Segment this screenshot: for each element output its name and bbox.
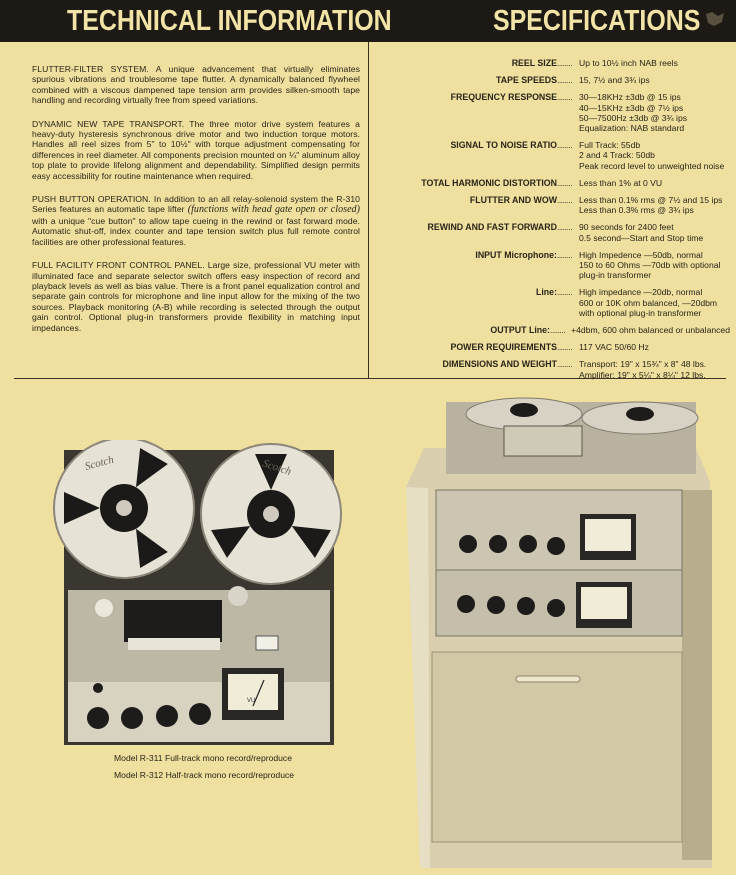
spec-label: TAPE SPEEDS: [496, 75, 557, 86]
spec-value-line: 50—7500Hz ±3db @ 3¾ ips: [579, 112, 688, 123]
spec-leader-dots: ........: [557, 359, 573, 370]
spec-value-line: with optional plug-in transformer: [579, 307, 702, 318]
index-counter: [256, 636, 278, 650]
tech-body: with a unique "cue button" to allow tape cueing in the rewind or fast forward mode. Automatic shut-off, index counter and tape tension switch plus full remote control facilities are other professional features.: [32, 215, 360, 247]
spec-label: FLUTTER AND WOW: [469, 195, 557, 206]
spec-label: TOTAL HARMONIC DISTORTION: [421, 177, 557, 188]
spec-value: [579, 222, 730, 242]
cabinet-head-block: [504, 426, 582, 456]
tech-heading: FLUTTER-FILTER SYSTEM.: [32, 64, 149, 74]
spec-value-line: Less than 0.1% rms @ 7½ and 15 ips: [579, 195, 723, 206]
spec-label: POWER REQUIREMENTS: [450, 342, 557, 353]
right-reel: [201, 444, 341, 584]
spec-row: [378, 75, 730, 85]
spec-value-line: 150 to 60 Ohms —70db with optional: [579, 260, 721, 271]
spec-leader-dots: ........: [557, 92, 573, 103]
spec-label: INPUT Microphone:: [475, 249, 557, 260]
gain-knob: [87, 707, 109, 729]
spec-value-line: Transport: 19" x 15¾" x 8" 48 lbs.: [579, 359, 707, 370]
specifications-table: [378, 58, 730, 387]
caption-r312: Model R-312 Half-track mono record/reproduce: [114, 770, 295, 780]
spec-value: [579, 195, 730, 215]
spec-value: [571, 325, 730, 335]
technical-information-column: [32, 64, 360, 346]
spec-label: REWIND AND FAST FORWARD: [427, 222, 557, 233]
tech-heading: DYNAMIC NEW TAPE TRANSPORT.: [32, 118, 185, 129]
spec-value-line: Less than 0.3% rms @ 3¾ ips: [579, 205, 694, 216]
amplifier-panel-top: [436, 490, 682, 572]
spec-value-line: 90 seconds for 2400 feet: [579, 222, 674, 233]
spec-label: REEL SIZE: [511, 58, 557, 68]
spec-value: [579, 342, 730, 352]
spec-label: OUTPUT Line:: [490, 325, 550, 336]
tech-body: In addition to an all relay-solenoid system the R-310 Series features an automatic tape lifter: [32, 194, 360, 215]
tech-body: The three motor drive system features a heavy-duty hysteresis synchronous drive motor and two induction torque motors. Handles all reel sizes from 5" to 10½" with torque adjustment compensating for differences in reel diameter. All components precision mounted on ¼" aluminum alloy top plate to provide lifelong alignment and dependability. Simplified design permits easy accessibility for routine maintenance when required.: [32, 118, 360, 181]
spec-row: [378, 287, 730, 318]
gain-knob: [121, 707, 143, 729]
spec-value-line: High Impedence —50db, normal: [579, 249, 703, 260]
spec-row: [378, 58, 730, 68]
spec-label: SIGNAL TO NOISE RATIO: [450, 140, 557, 151]
tech-heading: PUSH BUTTON OPERATION.: [32, 194, 151, 205]
spec-leader-dots: ........: [557, 177, 573, 188]
tape-mark-icon: [704, 10, 726, 28]
column-divider: [368, 42, 369, 378]
spec-value-line: +4dbm, 600 ohm balanced or unbalanced: [571, 325, 730, 336]
console-cabinet-photo: [396, 392, 722, 868]
spec-row: [378, 178, 730, 188]
spec-leader-dots: ........: [557, 222, 573, 233]
spec-value-line: Full Track: 55db: [579, 140, 641, 151]
tape-recorder-photo: [46, 440, 342, 750]
spec-value-line: Amplifier: 19" x 5¼" x 8¼" 12 lbs.: [579, 369, 706, 380]
tech-body: A unique advancement that virtually eliminates spurious vibrations and troublesome tape flutter. A dynamically balanced flywheel combined with a viscous dampened tape tension arm provides silken-smooth tape handling and recording virtually free from speed variations.: [32, 64, 360, 106]
tech-paragraph-flutter: [32, 64, 360, 106]
spec-label: FREQUENCY RESPONSE: [450, 92, 557, 103]
spec-leader-dots: ........: [557, 249, 573, 260]
spec-value-line: 30—18KHz ±3db @ 15 ips: [579, 92, 681, 103]
spec-leader-dots: ........: [557, 195, 573, 206]
vu-label: VU: [247, 698, 256, 704]
spec-value: [579, 140, 730, 171]
spec-row: [378, 92, 730, 133]
spec-value: [579, 75, 730, 85]
technical-information-title: TECHNICAL INFORMATION: [67, 5, 392, 37]
spec-leader-dots: ........: [557, 75, 573, 86]
tech-paragraph-transport: [32, 119, 360, 181]
spec-label: DIMENSIONS AND WEIGHT: [442, 359, 557, 370]
reel-brand-label: Scotch: [261, 457, 293, 478]
spec-value-line: 40—15KHz ±3db @ 7½ ips: [579, 102, 684, 113]
spec-row: [378, 250, 730, 281]
spec-row: [378, 359, 730, 379]
reel-brand-label: Scotch: [83, 453, 116, 473]
spec-value-line: 15, 7½ and 3¾ ips: [579, 75, 650, 86]
spec-value-line: Less than 1% at 0 VU: [579, 177, 663, 188]
spec-leader-dots: ........: [557, 287, 573, 298]
tech-paragraph-control-panel: [32, 260, 360, 333]
spec-value-line: 2 and 4 Track: 50db: [579, 150, 655, 161]
gain-knob: [189, 703, 211, 725]
spec-value-line: High impedance —20db, normal: [579, 287, 703, 298]
spec-label: Line:: [535, 287, 557, 298]
tech-heading: FULL FACILITY FRONT CONTROL PANEL.: [32, 260, 205, 271]
spec-value: [579, 92, 730, 133]
spec-value: [579, 287, 730, 318]
spec-row: [378, 140, 730, 171]
cabinet-reel-left: [466, 398, 582, 430]
spec-row: [378, 222, 730, 242]
caption-r311: Model R-311 Full-track mono record/reproduce: [114, 753, 292, 763]
spec-value: [579, 178, 730, 188]
spec-value: [579, 359, 730, 379]
spec-value-line: 0.5 second—Start and Stop time: [579, 232, 704, 243]
gain-knob: [156, 705, 178, 727]
spec-leader-dots: ........: [557, 140, 573, 151]
capstan: [95, 599, 113, 617]
spec-leader-dots: ........: [557, 342, 573, 353]
spec-value-line: Equalization: NAB standard: [579, 123, 685, 134]
spec-row: [378, 342, 730, 352]
spec-leader-dots: ........: [549, 325, 566, 336]
spec-value: [579, 250, 730, 281]
transport-buttons: [128, 638, 220, 650]
spec-value: [579, 58, 730, 68]
spec-row: [378, 325, 730, 335]
specifications-title: SPECIFICATIONS: [493, 5, 701, 37]
spec-value-line: Peak record level to unweighted noise: [579, 160, 725, 171]
tech-body: Large size, professional VU meter with illuminated face and separate selector switch offers easy inspection of record and playback levels as well as bias value. There is a front panel equalization control and separate gain controls for microphone and line input allow for the mixing of the two sources. Playback monitoring (A-B) while recording is selected through the output gain control. Optional plug-in transformers provide flexibility in matching input impedances.: [32, 260, 361, 333]
tech-body-italic: (functions with head gate open or closed): [187, 204, 360, 216]
spec-row: [378, 195, 730, 215]
tech-paragraph-push-button: [32, 194, 360, 247]
spec-leader-dots: ........: [557, 58, 573, 68]
header-banner: [0, 0, 736, 42]
spec-value-line: 600 or 10K ohm balanced, —20dbm: [579, 297, 718, 308]
spec-value-line: Up to 10½ inch NAB reels: [579, 58, 678, 68]
head-cover: [124, 600, 222, 642]
spec-value-line: 117 VAC 50/60 Hz: [579, 342, 649, 353]
spec-value-line: plug-in transformer: [579, 270, 652, 281]
cabinet-reel-right: [582, 402, 698, 434]
cabinet-handle: [516, 676, 580, 682]
left-reel: [54, 440, 194, 578]
